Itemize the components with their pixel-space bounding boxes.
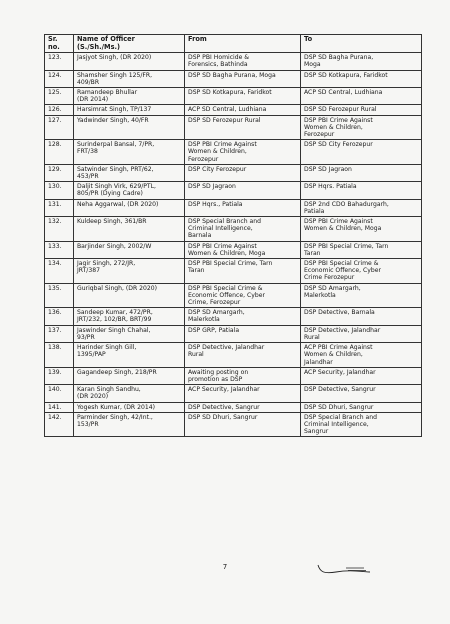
cell-from: ACP Security, Jalandhar (185, 385, 301, 402)
table-row (45, 140, 422, 165)
table-row (45, 182, 422, 199)
cell-from: DSP PBI Crime Against Women & Children, Moga (185, 241, 301, 258)
cell-from: Awaiting posting on promotion as DSP (185, 367, 301, 384)
cell-to: DSP SD City Ferozepur (301, 140, 422, 165)
cell-to: DSP Detective, Sangrur (301, 385, 422, 402)
cell-to: DSP Special Branch and Criminal Intelligence, Sangrur (301, 412, 422, 437)
cell-officer-name: Yadwinder Singh, 40/FR (74, 115, 185, 140)
cell-from: DSP SD Dhuri, Sangrur (185, 412, 301, 437)
cell-officer-name: Gagandeep Singh, 218/PR (74, 367, 185, 384)
cell-sr-no: 139. (45, 367, 74, 384)
cell-to: ACP SD Central, Ludhiana (301, 88, 422, 105)
header-name-of-officer: Name of Officer (S./Sh./Ms.) (74, 35, 185, 53)
table-row (45, 115, 422, 140)
cell-sr-no: 141. (45, 402, 74, 412)
cell-to: DSP SD Kotkapura, Faridkot (301, 70, 422, 87)
cell-sr-no: 129. (45, 164, 74, 181)
transfer-table (44, 34, 422, 437)
cell-from: DSP PBI Special Crime, Tarn Taran (185, 259, 301, 284)
cell-sr-no: 125. (45, 88, 74, 105)
table-row (45, 217, 422, 242)
cell-from: DSP Hqrs., Patiala (185, 199, 301, 216)
cell-to: DSP Hqrs. Patiala (301, 182, 422, 199)
cell-sr-no: 126. (45, 105, 74, 115)
cell-sr-no: 140. (45, 385, 74, 402)
table-row (45, 241, 422, 258)
cell-from: DSP GRP, Patiala (185, 325, 301, 342)
cell-to: DSP SD Bagha Purana, Moga (301, 53, 422, 70)
cell-sr-no: 138. (45, 343, 74, 368)
cell-from: DSP PBI Homicide & Forensics, Bathinda (185, 53, 301, 70)
cell-officer-name: Jaswinder Singh Chahal, 93/PR (74, 325, 185, 342)
table-row (45, 412, 422, 437)
cell-officer-name: Barjinder Singh, 2002/W (74, 241, 185, 258)
table-row (45, 105, 422, 115)
cell-officer-name: Karan Singh Sandhu, (DR 2020) (74, 385, 185, 402)
cell-officer-name: Kuldeep Singh, 361/BR (74, 217, 185, 242)
cell-from: ACP SD Central, Ludhiana (185, 105, 301, 115)
cell-sr-no: 136. (45, 308, 74, 325)
cell-officer-name: Parminder Singh, 42/Int., 153/PR (74, 412, 185, 437)
cell-from: DSP PBI Crime Against Women & Children, Ferozepur (185, 140, 301, 165)
cell-sr-no: 137. (45, 325, 74, 342)
cell-sr-no: 135. (45, 283, 74, 308)
cell-to: DSP Detective, Barnala (301, 308, 422, 325)
cell-to: DSP PBI Special Crime, Tarn Taran (301, 241, 422, 258)
cell-sr-no: 123. (45, 53, 74, 70)
cell-sr-no: 128. (45, 140, 74, 165)
cell-sr-no: 130. (45, 182, 74, 199)
cell-to: DSP 2nd CDO Bahadurgarh, Patiala (301, 199, 422, 216)
cell-to: ACP Security, Jalandhar (301, 367, 422, 384)
cell-officer-name: Daljit Singh Virk, 629/PTL, 805/PR (Dying Cadre) (74, 182, 185, 199)
cell-to: DSP SD Ferozepur Rural (301, 105, 422, 115)
cell-sr-no: 124. (45, 70, 74, 87)
table-row (45, 88, 422, 105)
cell-from: DSP SD Ferozepur Rural (185, 115, 301, 140)
cell-officer-name: Shamsher Singh 125/FR, 409/BR (74, 70, 185, 87)
cell-from: DSP SD Bagha Purana, Moga (185, 70, 301, 87)
table-row (45, 283, 422, 308)
cell-officer-name: Ramandeep Bhullar (DR 2014) (74, 88, 185, 105)
cell-sr-no: 142. (45, 412, 74, 437)
cell-officer-name: Jagir Singh, 272/JR, JRT/387 (74, 259, 185, 284)
page-number: 7 (222, 563, 228, 571)
table-row (45, 164, 422, 181)
cell-from: DSP City Ferozepur (185, 164, 301, 181)
cell-to: DSP PBI Crime Against Women & Children, Moga (301, 217, 422, 242)
table-row (45, 402, 422, 412)
cell-from: DSP Detective, Jalandhar Rural (185, 343, 301, 368)
table-row (45, 325, 422, 342)
cell-to: DSP Detective, Jalandhar Rural (301, 325, 422, 342)
table-row (45, 70, 422, 87)
cell-sr-no: 133. (45, 241, 74, 258)
cell-sr-no: 134. (45, 259, 74, 284)
cell-sr-no: 131. (45, 199, 74, 216)
cell-from: DSP SD Kotkapura, Faridkot (185, 88, 301, 105)
cell-from: DSP Detective, Sangrur (185, 402, 301, 412)
cell-sr-no: 127. (45, 115, 74, 140)
cell-officer-name: Jasjyot Singh, (DR 2020) (74, 53, 185, 70)
cell-sr-no: 132. (45, 217, 74, 242)
cell-to: DSP SD Jagraon (301, 164, 422, 181)
table-row (45, 367, 422, 384)
cell-officer-name: Surinderpal Bansal, 7/PR, FRT/38 (74, 140, 185, 165)
cell-from: DSP SD Amargarh, Malerkotla (185, 308, 301, 325)
cell-officer-name: Sandeep Kumar, 472/PR, JRT/232, 102/BR, BRT/99 (74, 308, 185, 325)
table-row (45, 199, 422, 216)
header-from: From (185, 35, 301, 53)
cell-officer-name: Satwinder Singh, PRT/62, 453/PR (74, 164, 185, 181)
header-to: To (301, 35, 422, 53)
table-row (45, 259, 422, 284)
table-row (45, 53, 422, 70)
cell-from: DSP SD Jagraon (185, 182, 301, 199)
cell-officer-name: Neha Aggarwal, (DR 2020) (74, 199, 185, 216)
cell-officer-name: Yogesh Kumar, (DR 2014) (74, 402, 185, 412)
table-row (45, 308, 422, 325)
table-row (45, 385, 422, 402)
cell-from: DSP PBI Special Crime & Economic Offence, Cyber Crime, Ferozepur (185, 283, 301, 308)
cell-officer-name: Guriqbal Singh, (DR 2020) (74, 283, 185, 308)
signature-mark (316, 562, 372, 576)
cell-from: DSP Special Branch and Criminal Intelligence, Barnala (185, 217, 301, 242)
cell-to: DSP SD Amargarh, Malerkotla (301, 283, 422, 308)
cell-to: ACP PBI Crime Against Women & Children, Jalandhar (301, 343, 422, 368)
cell-to: DSP PBI Crime Against Women & Children, Ferozepur (301, 115, 422, 140)
cell-to: DSP SD Dhuri, Sangrur (301, 402, 422, 412)
cell-officer-name: Harsimrat Singh, TP/137 (74, 105, 185, 115)
table-header-row (45, 35, 422, 53)
table-row (45, 343, 422, 368)
cell-officer-name: Harinder Singh Gill, 1395/PAP (74, 343, 185, 368)
header-sr-no: Sr. no. (45, 35, 74, 53)
cell-to: DSP PBI Special Crime & Economic Offence, Cyber Crime Ferozepur (301, 259, 422, 284)
